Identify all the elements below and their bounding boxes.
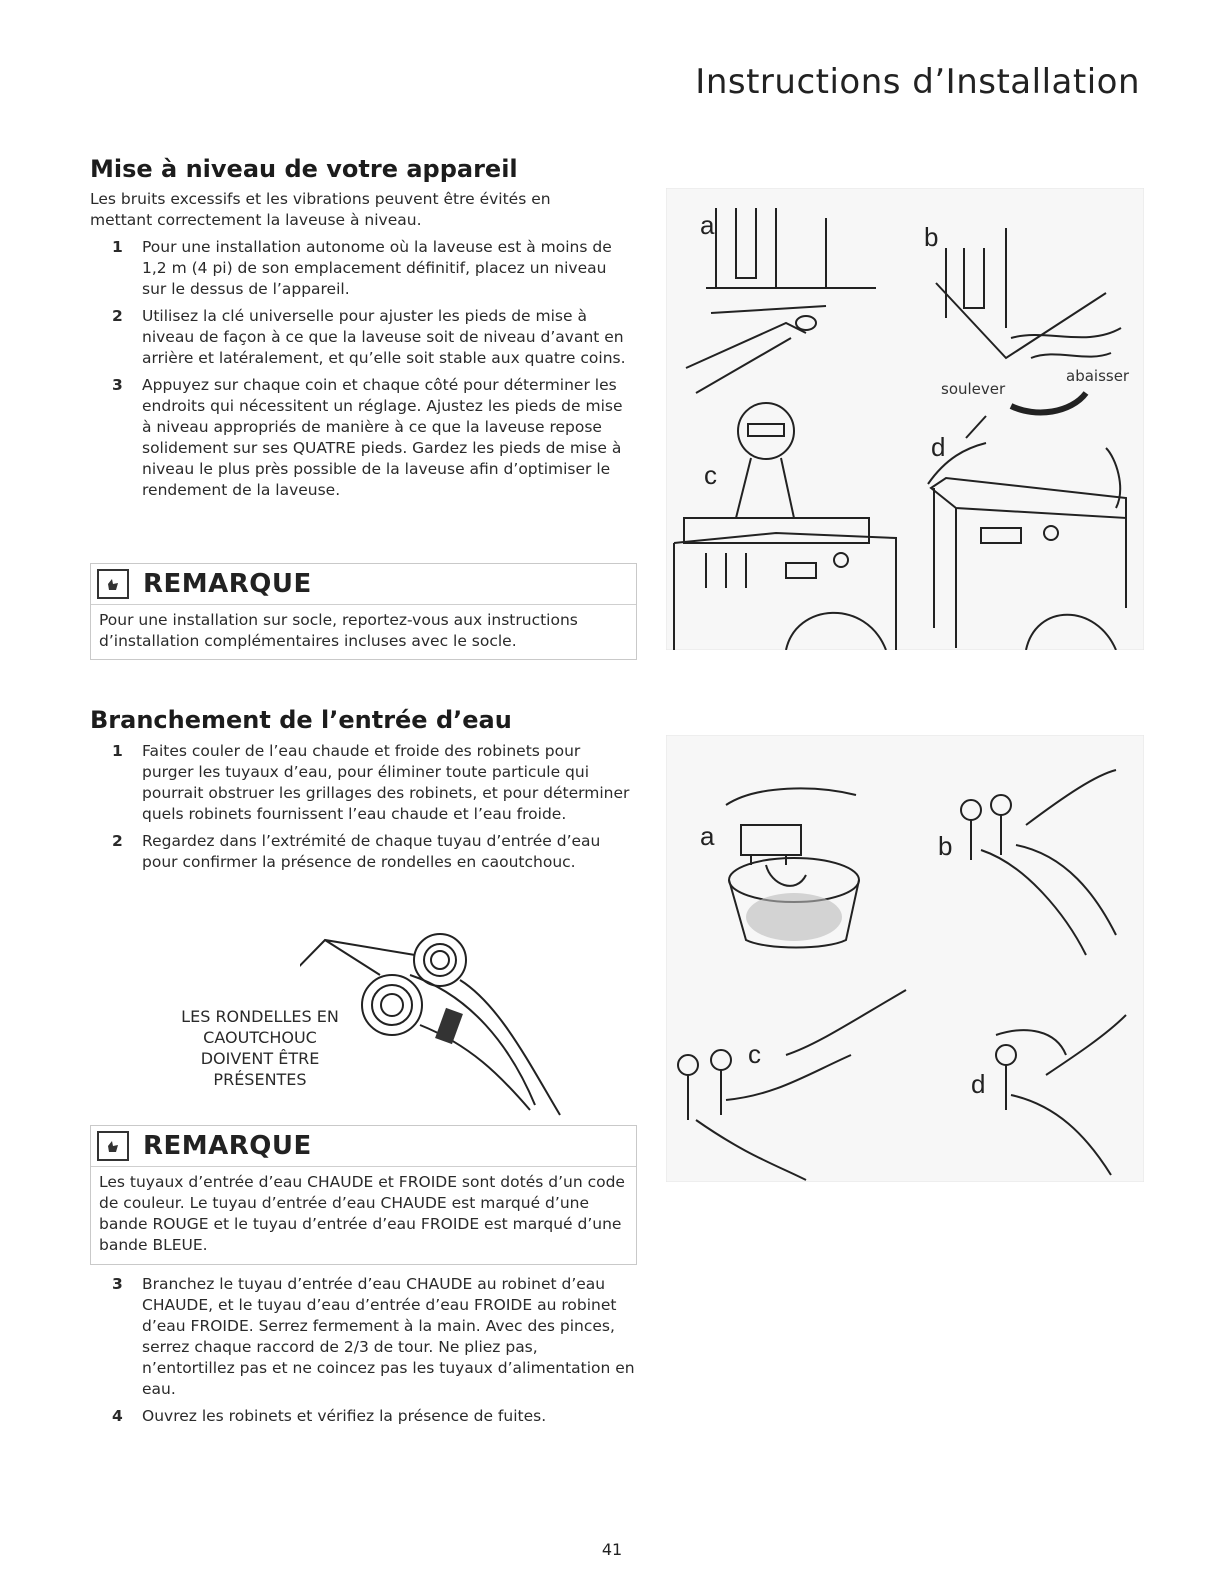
note-box-pedestal: [90, 563, 637, 660]
section1-heading: Mise à niveau de votre appareil: [90, 155, 518, 183]
step-text: Regardez dans l’extrémité de chaque tuyau d’entrée d’eau pour confirmer la présence de rondelles en caoutchouc.: [142, 832, 601, 871]
hose-caption-line-1: LES RONDELLES EN: [181, 1007, 339, 1026]
list-item: [90, 306, 630, 369]
step-number: 1: [112, 238, 123, 256]
fig-label-c: c: [748, 1039, 761, 1069]
section1-steps: [90, 237, 630, 507]
list-item: [90, 1406, 635, 1427]
water-inlet-illustration: [666, 735, 1144, 1182]
list-item: [90, 741, 635, 825]
note-header: [91, 564, 636, 605]
step-number: 3: [112, 1275, 123, 1293]
fig-label-b: b: [938, 831, 953, 861]
hose-caption: [150, 1006, 370, 1090]
list-item: [90, 1274, 635, 1400]
abaisser-label: abaisser: [1066, 367, 1130, 385]
fig-label-d: d: [971, 1069, 986, 1099]
step-text: Ouvrez les robinets et vérifiez la présence de fuites.: [142, 1407, 547, 1425]
fig-label-d: d: [931, 432, 946, 462]
note-text: Pour une installation sur socle, reportez-vous aux instructions d’installation complémentaires incluses avec le socle.: [99, 611, 578, 650]
section2-steps-a: [90, 741, 635, 879]
step-text: Pour une installation autonome où la laveuse est à moins de 1,2 m (4 pi) de son emplacement définitif, placez un niveau sur le dessus de l’appareil.: [142, 238, 612, 298]
step-text: Faites couler de l’eau chaude et froide des robinets pour purger les tuyaux d’eau, pour éliminer toute particule qui pourrait obstruer les grillages des robinets, et pour déterminer quels robinets fournissent l’eau chaude et l’eau froide.: [142, 742, 630, 823]
note-label: REMARQUE: [143, 1131, 312, 1161]
note-header: [91, 1126, 636, 1167]
step-number: 1: [112, 742, 123, 760]
list-item: [90, 375, 630, 501]
list-item: [90, 831, 635, 873]
section2-steps-b: [90, 1274, 635, 1433]
hose-caption-line-2: CAOUTCHOUC: [203, 1028, 317, 1047]
step-number: 2: [112, 832, 123, 850]
fig-label-a: a: [700, 210, 715, 240]
note-label: REMARQUE: [143, 569, 312, 599]
fig-label-b: b: [924, 222, 939, 252]
note-text: Les tuyaux d’entrée d’eau CHAUDE et FROIDE sont dotés d’un code de couleur. Le tuyau d’entrée d’eau CHAUDE est marqué d’une bande ROUGE et le tuyau d’entrée d’eau FROIDE est marqué d’une bande BLEUE.: [99, 1173, 625, 1254]
fig-label-c: c: [704, 460, 717, 490]
page-number: 41: [601, 1540, 623, 1559]
hand-note-icon: [97, 569, 129, 599]
list-item: [90, 237, 630, 300]
step-number: 2: [112, 307, 123, 325]
step-text: Utilisez la clé universelle pour ajuster les pieds de mise à niveau de façon à ce que la laveuse soit de niveau d’avant en arrière et latéralement, et qu’elle soit stable aux quatre coins.: [142, 307, 626, 367]
step-number: 4: [112, 1407, 123, 1425]
step-text: Branchez le tuyau d’entrée d’eau CHAUDE au robinet d’eau CHAUDE, et le tuyau d’eau d’entrée d’eau FROIDE au robinet d’eau FROIDE. Serrez fermement à la main. Avec des pinces, serrez chaque raccord de 2/3 de tour. Ne pliez pas, n’entortillez pas et ne coincez pas les tuyaux d’alimentation en eau.: [142, 1275, 635, 1398]
leveling-illustration: [666, 188, 1144, 650]
step-number: 3: [112, 376, 123, 394]
step-text: Appuyez sur chaque coin et chaque côté pour déterminer les endroits qui nécessitent un réglage. Ajustez les pieds de mise à niveau appropriés de manière à ce que la laveuse repose solidement sur ses QUATRE pieds. Gardez les pieds de mise à niveau le plus près possible de la laveuse afin d’optimiser le rendement de la laveuse.: [142, 376, 623, 499]
soulever-label: soulever: [941, 380, 1006, 398]
section1-intro: Les bruits excessifs et les vibrations peuvent être évités en mettant correctement la laveuse à niveau.: [90, 190, 551, 229]
hose-caption-line-3: DOIVENT ÊTRE: [200, 1049, 320, 1068]
section2-heading: Branchement de l’entrée d’eau: [90, 706, 512, 734]
fig-label-a: a: [700, 821, 715, 851]
hose-caption-line-4: PRÉSENTES: [213, 1070, 307, 1089]
hand-note-icon: [97, 1131, 129, 1161]
note-box-hose-colors: [90, 1125, 637, 1265]
page-header-title: Instructions d’Installation: [695, 62, 1140, 102]
